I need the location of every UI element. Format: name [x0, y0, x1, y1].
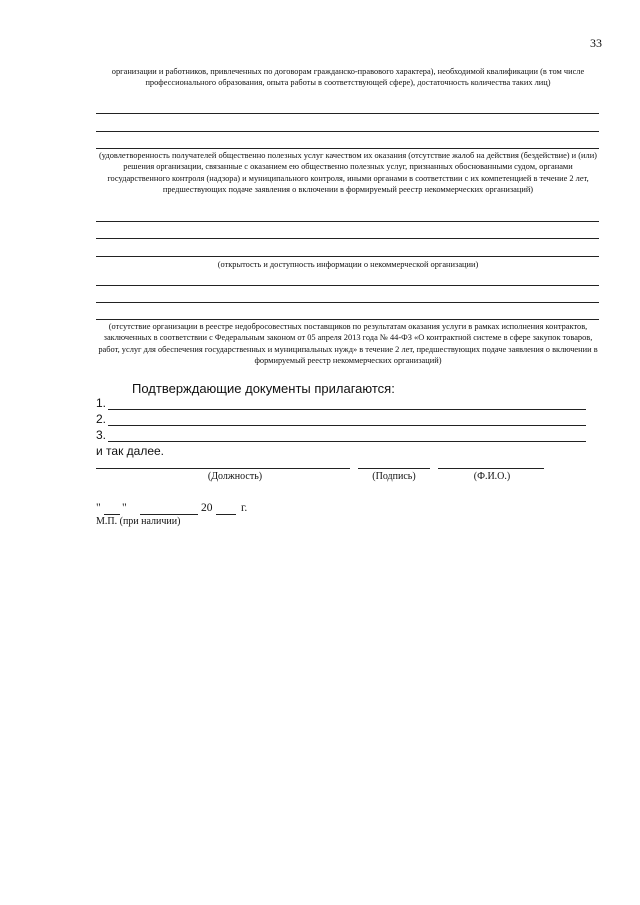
document-line-1[interactable]: [108, 409, 586, 410]
sign-caption: (Подпись): [372, 471, 416, 482]
date-day-line[interactable]: [104, 514, 120, 515]
date-open-quote: ": [96, 502, 101, 514]
qualification-caption: организации и работников, привлеченных по договорам гражданско-правового характера), необходимой квалификации (в том числе профессионального образования, опыта работы в соответствующей сфере), достаточность количества таких лиц): [111, 67, 585, 88]
document-line-3[interactable]: [108, 441, 586, 442]
fill-line: [96, 131, 599, 132]
position-line[interactable]: [96, 468, 350, 469]
fill-line: [96, 319, 599, 320]
document-item-2: 2.: [96, 412, 107, 426]
document-line-2[interactable]: [108, 425, 586, 426]
fill-line: [96, 238, 599, 239]
fill-line: [96, 285, 599, 286]
date-year-line[interactable]: [216, 514, 236, 515]
fill-line: [96, 113, 599, 114]
openness-caption: (открытость и доступность информации о некоммерческой организации): [217, 260, 479, 269]
page-number: 33: [590, 36, 602, 50]
name-line[interactable]: [438, 468, 544, 469]
position-caption: (Должность): [207, 471, 263, 482]
fill-line: [96, 256, 599, 257]
satisfaction-caption: (удовлетворенность получателей общественно полезных услуг качеством их оказания (отсутствие жалоб на действия (бездействие) и (или) решения организации, связанные с оказанием ею общественно полезных услуг, признанных обоснованными судом, органами государственного контроля (надзора) и муниципального контроля, иными органами в соответствии с их компетенцией в течение 2 лет, предшествующих подаче заявления о включении в формируемый реестр некоммерческих организаций): [99, 151, 597, 195]
document-item-3: 3.: [96, 428, 107, 442]
date-year-prefix: 20: [201, 502, 213, 514]
sign-line[interactable]: [358, 468, 430, 469]
document-item-1: 1.: [96, 396, 107, 410]
fill-line: [96, 302, 599, 303]
date-close-quote: ": [122, 502, 127, 514]
name-caption: (Ф.И.О.): [473, 471, 511, 482]
fill-line: [96, 221, 599, 222]
documents-title: Подтверждающие документы прилагаются:: [132, 381, 395, 396]
date-month-line[interactable]: [140, 514, 198, 515]
registry-caption: (отсутствие организации в реестре недобросовестных поставщиков по результатам оказания услуги в рамках исполнения контрактов, заключенных в соответствии с Федеральным законом от 05 апреля 2013 года № 44-ФЗ «О контрактной системе в сфере закупок товаров, работ, услуг для обеспечения государственных и муниципальных нужд» в течение 2 лет, предшествующих подаче заявления о включении в формируемый реестр некоммерческих организаций): [98, 322, 598, 366]
date-year-suffix: г.: [241, 502, 248, 514]
fill-line: [96, 148, 599, 149]
documents-etc: и так далее.: [96, 444, 165, 458]
stamp-note: М.П. (при наличии): [96, 516, 181, 527]
